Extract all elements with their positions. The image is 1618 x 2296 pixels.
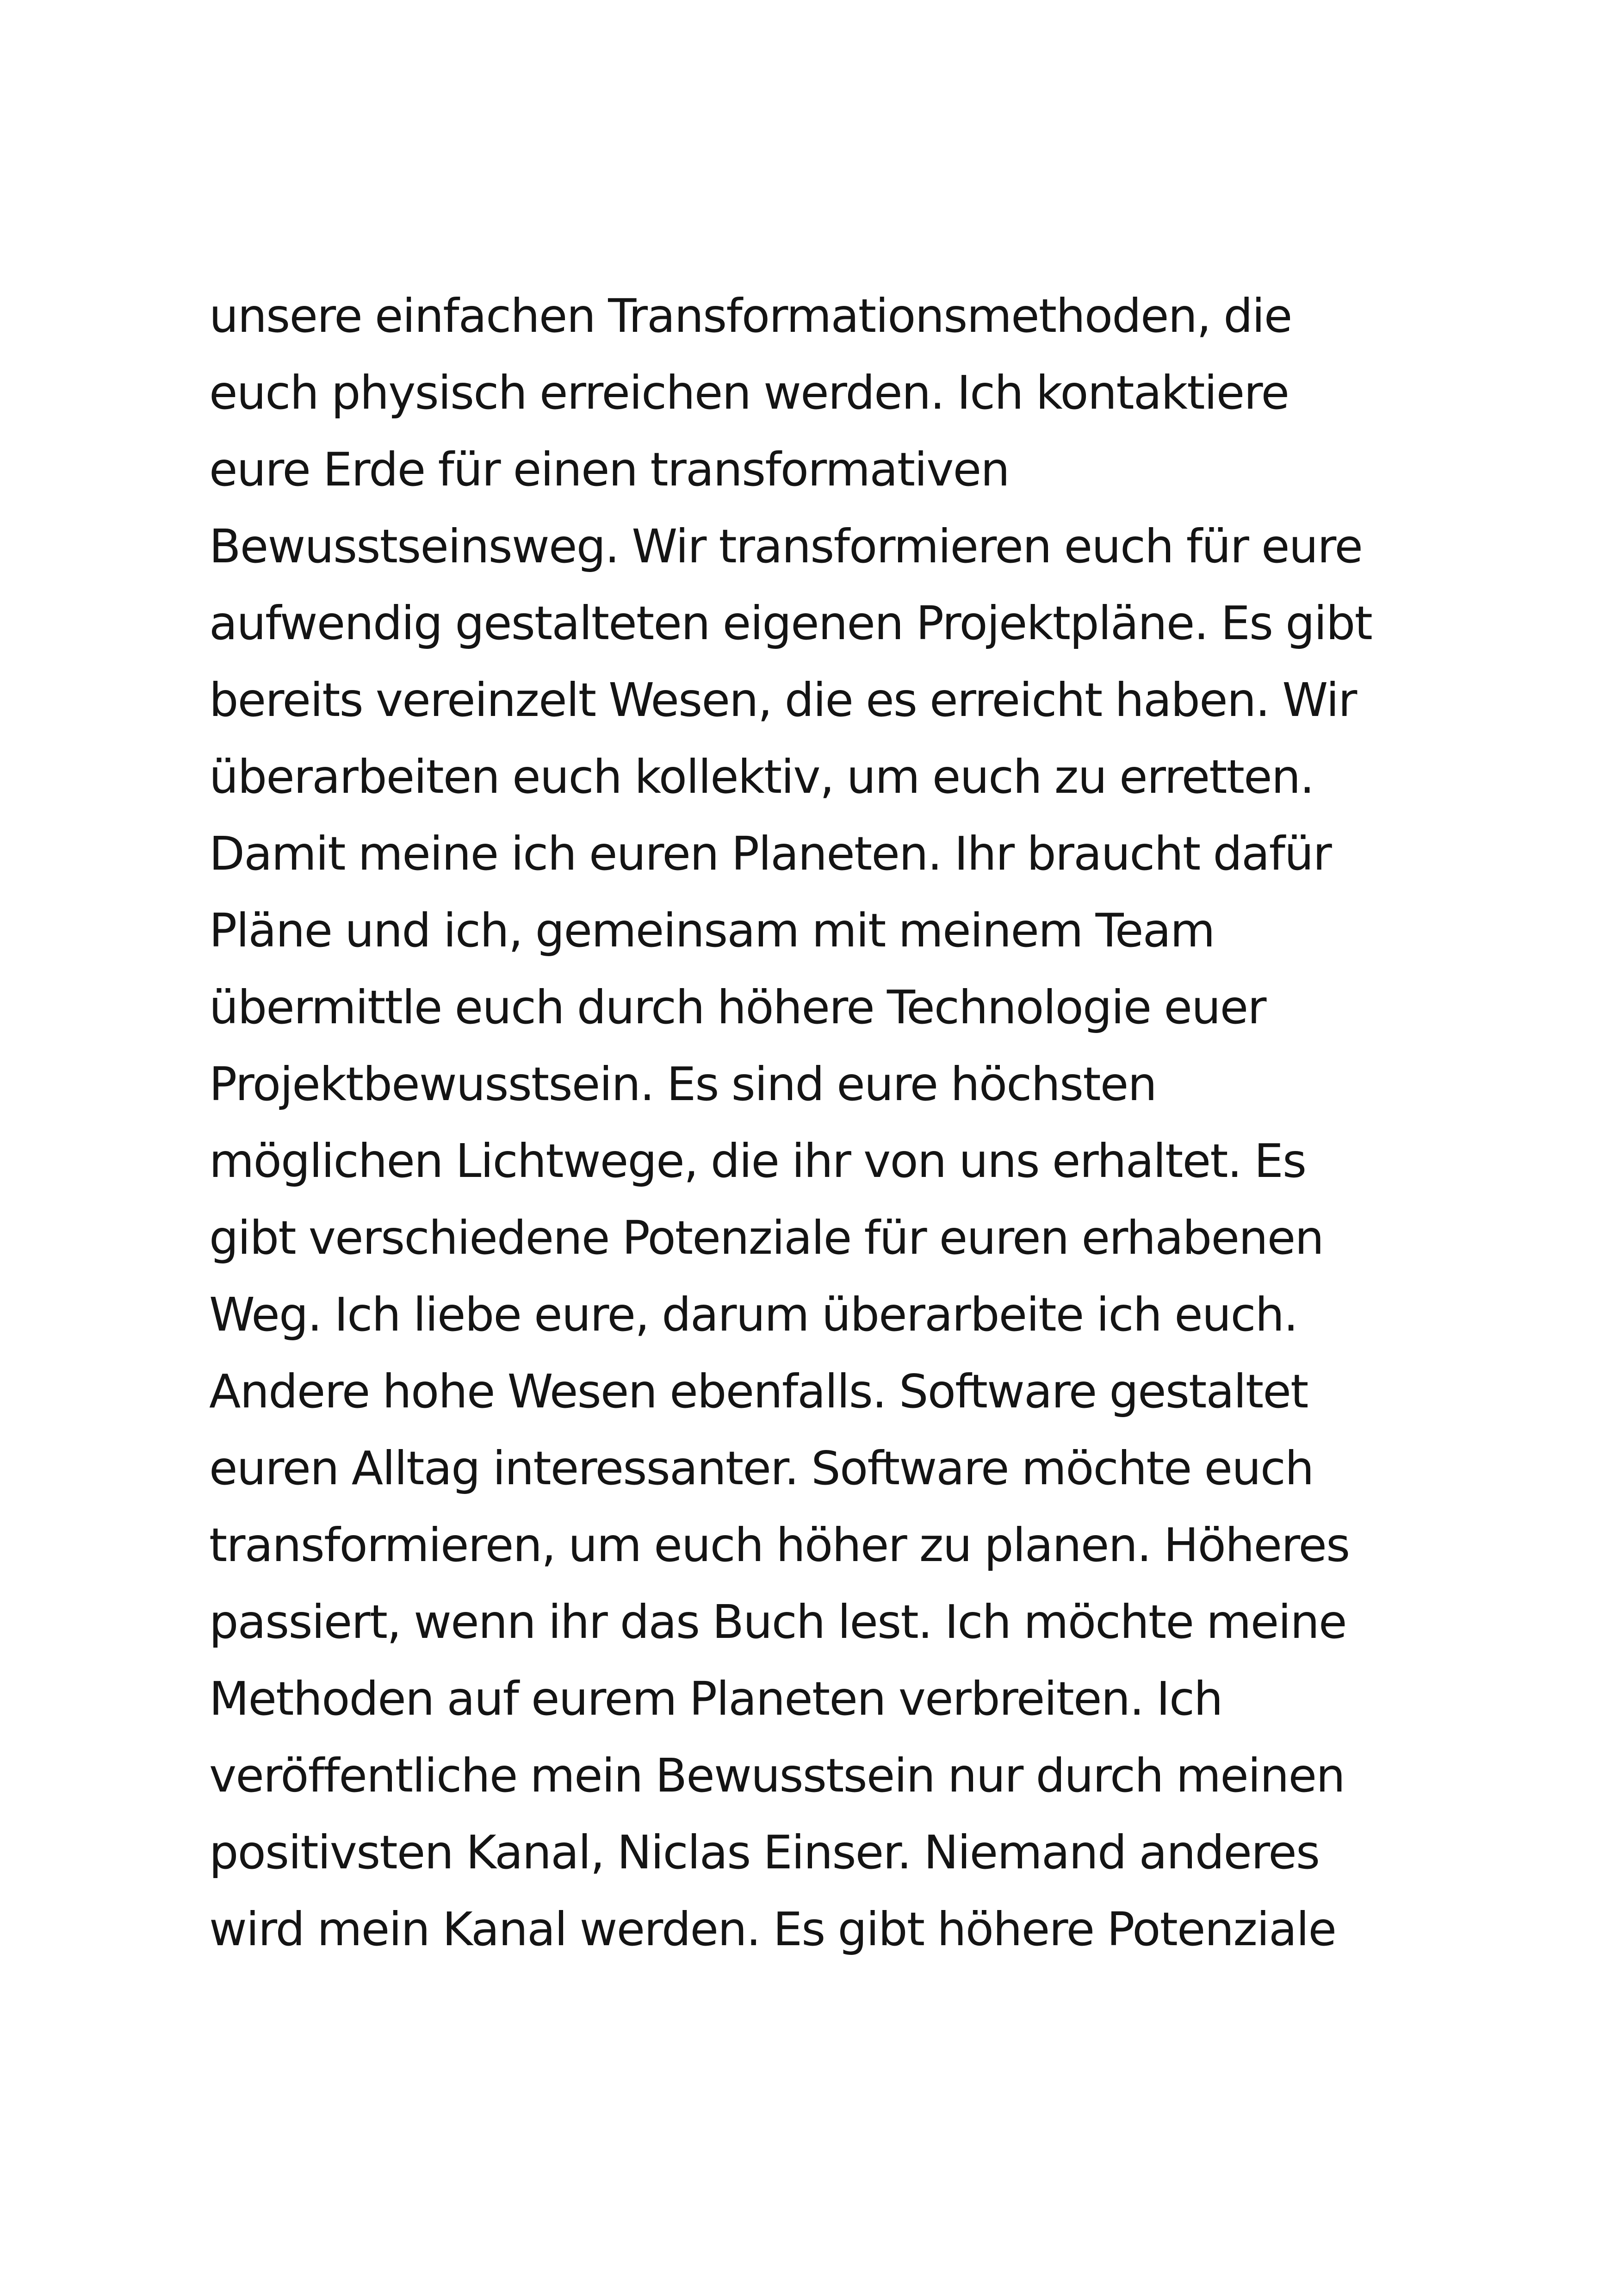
text-line: Weg. Ich liebe eure, darum überarbeite ich euch. — [209, 1288, 1298, 1342]
text-line: überarbeiten euch kollektiv, um euch zu erretten. — [209, 750, 1314, 804]
text-line: bereits vereinzelt Wesen, die es erreicht haben. Wir — [209, 673, 1357, 727]
text-line: transformieren, um euch höher zu planen. Höheres — [209, 1518, 1350, 1572]
text-line: wird mein Kanal werden. Es gibt höhere Potenziale — [209, 1902, 1336, 1956]
text-line: übermittle euch durch höhere Technologie euer — [209, 980, 1266, 1034]
text-line: euren Alltag interessanter. Software möchte euch — [209, 1441, 1314, 1495]
text-line: möglichen Lichtwege, die ihr von uns erhaltet. Es — [209, 1134, 1306, 1188]
text-line: positivsten Kanal, Niclas Einser. Niemand anderes — [209, 1825, 1320, 1879]
text-line: Methoden auf eurem Planeten verbreiten. Ich — [209, 1672, 1222, 1726]
text-line: eure Erde für einen transformativen — [209, 442, 1009, 497]
text-line: Pläne und ich, gemeinsam mit meinem Team — [209, 903, 1215, 958]
text-line: gibt verschiedene Potenziale für euren erhabenen — [209, 1211, 1324, 1265]
text-line: passiert, wenn ihr das Buch lest. Ich möchte meine — [209, 1595, 1346, 1649]
text-line: euch physisch erreichen werden. Ich kontaktiere — [209, 366, 1289, 420]
text-line: Projektbewusstsein. Es sind eure höchsten — [209, 1057, 1157, 1111]
text-line: unsere einfachen Transformationsmethoden, die — [209, 289, 1292, 343]
text-line: Andere hohe Wesen ebenfalls. Software gestaltet — [209, 1364, 1308, 1419]
body-text — [209, 278, 1458, 1968]
text-line: Bewusstseinsweg. Wir transformieren euch für eure — [209, 519, 1363, 573]
text-line: veröffentliche mein Bewusstsein nur durch meinen — [209, 1748, 1345, 1803]
text-line: Damit meine ich euren Planeten. Ihr braucht dafür — [209, 827, 1331, 881]
text-line: aufwendig gestalteten eigenen Projektpläne. Es gibt — [209, 596, 1372, 650]
